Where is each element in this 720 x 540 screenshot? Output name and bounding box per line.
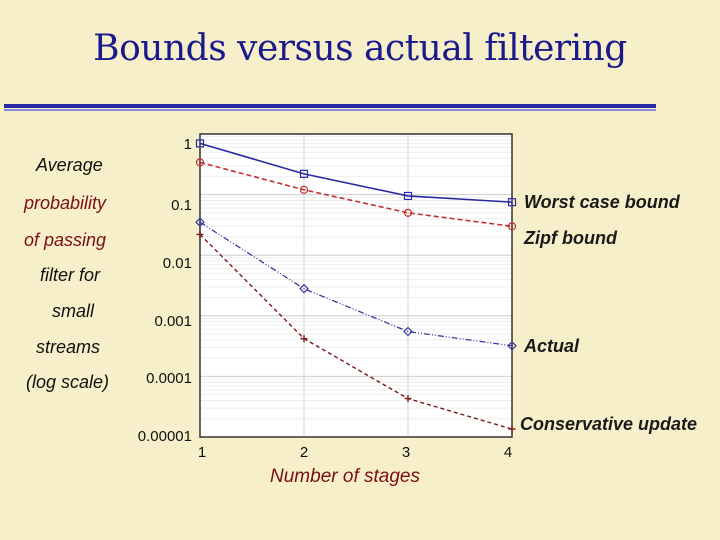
y-tick-label: 0.001 <box>154 313 192 330</box>
plot-area <box>200 134 512 437</box>
y-tick-label: 0.0001 <box>146 370 192 387</box>
x-tick-label: 1 <box>197 444 207 461</box>
x-tick-label: 4 <box>503 444 513 461</box>
series-label-conservative: Conservative update <box>520 414 698 434</box>
series-label-zipf: Zipf bound <box>524 228 617 248</box>
x-tick-label: 3 <box>401 444 411 461</box>
y-axis-label-line-5: small <box>52 301 95 321</box>
y-tick-label: 0.01 <box>162 255 192 272</box>
x-tick-label: 2 <box>299 444 309 461</box>
y-tick-label: 0.1 <box>171 197 192 214</box>
y-axis-label-line-3: of passing <box>24 230 107 250</box>
x-axis-label: Number of stages <box>270 466 420 487</box>
y-tick-label: 0.00001 <box>137 428 192 445</box>
y-axis-label-line-6: streams <box>36 337 101 357</box>
series-label-actual: Actual <box>524 336 580 356</box>
y-axis-label-line-1: Average <box>36 155 103 175</box>
y-axis-label-line-4: filter for <box>40 265 101 285</box>
y-axis-label-line-2: probability <box>24 193 107 213</box>
slide-title: Bounds versus actual filtering <box>93 28 627 69</box>
y-tick-label: 1 <box>183 136 192 153</box>
series-label-worst-case: Worst case bound <box>524 192 680 212</box>
y-axis-label-line-7: (log scale) <box>26 372 110 392</box>
